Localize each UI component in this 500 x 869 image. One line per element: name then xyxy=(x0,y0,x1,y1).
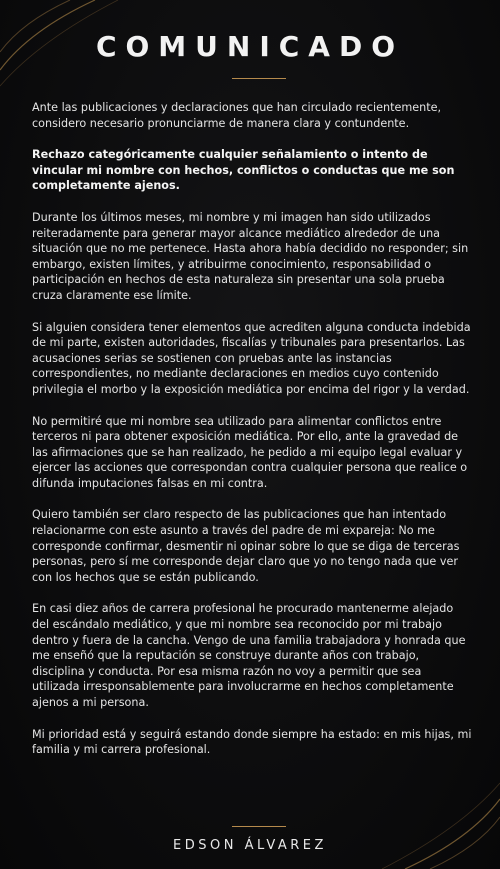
signature-divider xyxy=(232,826,286,827)
paragraph-priority: Mi prioridad está y seguirá estando donde siempre ha estado: en mis hijas, mi familia y mi carrera profesional. xyxy=(32,727,472,757)
paragraph-clarification: Quiero también ser claro respecto de las publicaciones que han intentado relacionarme con este asunto a través del padre de mi expareja: No me corresponde confirmar, desmentir ni opinar sobre lo que se diga de terceras personas, pero sí me corresponde dejar claro que yo no tengo nada que ver con los hechos que se están publicando. xyxy=(32,508,460,584)
paragraph-career: En casi diez años de carrera profesional he procurado mantenerme alejado del escándalo mediático, y que mi nombre sea reconocido por mi trabajo dentro y fuera de la cancha. Vengo de una familia trabajadora y honrada que me enseñó que la reputación se construye durante años con trabajo, disciplina y conducta. Por esa misma razón no voy a permitir que sea utilizada irresponsablemente para involucrarme en hechos completamente ajenos a mi persona. xyxy=(32,602,466,709)
gold-swoosh-bottom-right-decoration xyxy=(380,779,500,869)
paragraph-rejection: Rechazo categóricamente cualquier señalamiento o intento de vincular mi nombre con hechos, conflictos o conductas que me son completamente ajenos. xyxy=(32,148,455,193)
signature: EDSON ÁLVAREZ xyxy=(173,838,327,853)
paragraph-intro: Ante las publicaciones y declaraciones que han circulado recientemente, considero necesario pronunciarme de manera clara y contundente. xyxy=(32,101,442,130)
paragraph-authorities: Si alguien considera tener elementos que acrediten alguna conducta indebida de mi parte, existen autoridades, fiscalías y tribunales para presentarlos. Las acusaciones serias se sostienen con pruebas ante las instancias correspondientes, no mediante declaraciones en medios cuyo contenido privilegia el morbo y la exposición mediática por encima del rigor y la verdad. xyxy=(32,320,471,396)
paragraph-legal-action: No permitiré que mi nombre sea utilizado para alimentar conflictos entre terceros ni para obtener exposición mediática. Por ello, ante la gravedad de las afirmaciones que se han realizado, he pedido a mi equipo legal evaluar y ejercer las acciones que correspondan contra cualquier persona que realice o difunda imputaciones falsas en mi contra. xyxy=(32,414,468,490)
statement-body xyxy=(32,100,472,774)
paragraph-context: Durante los últimos meses, mi nombre y mi imagen han sido utilizados reiteradamente para generar mayor alcance mediático alrededor de una situación que no me pertenece. Hasta ahora había decidido no responder; sin embargo, existen límites, y atribuirme conocimiento, responsabilidad o participación en hechos de esta naturaleza sin presentar una sola prueba cruza claramente ese límite. xyxy=(32,210,469,302)
statement-title: COMUNICADO xyxy=(95,30,405,63)
title-divider xyxy=(232,78,286,79)
